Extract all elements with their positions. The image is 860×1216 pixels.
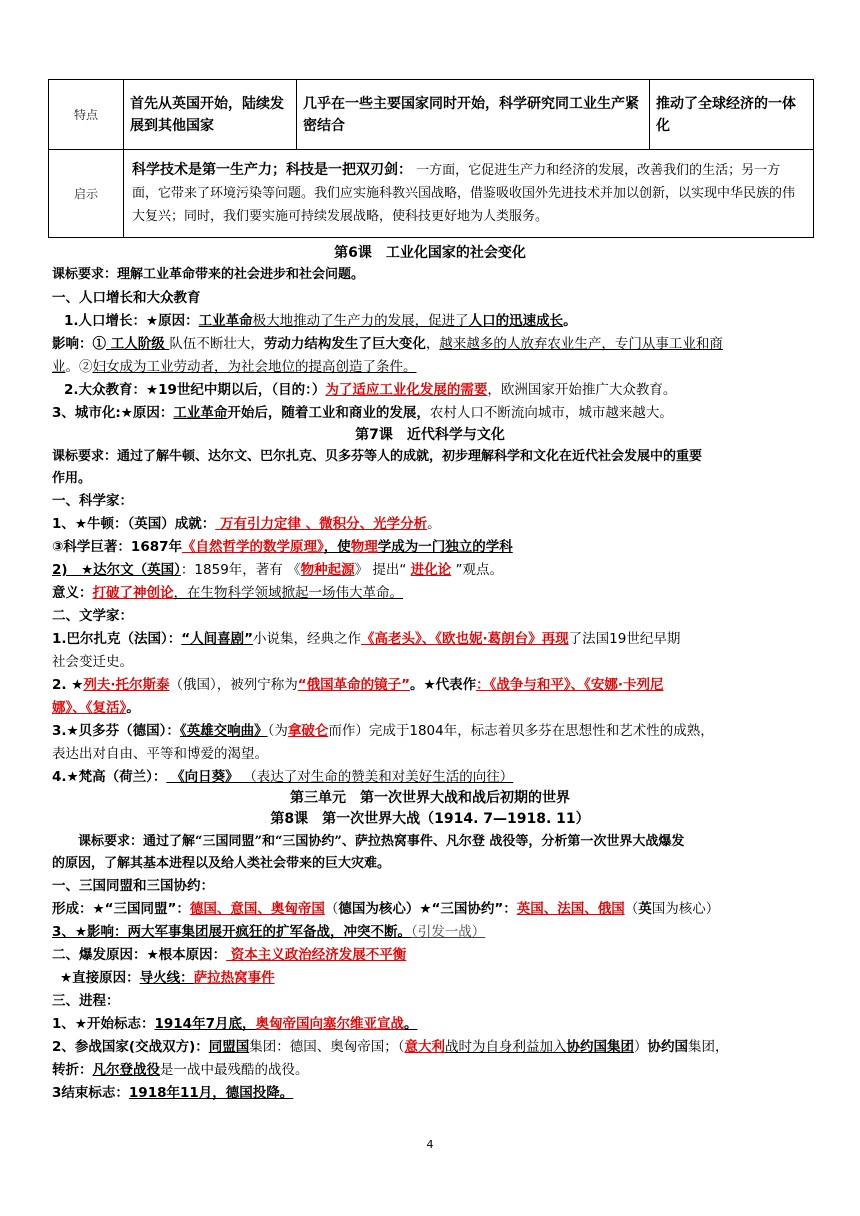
text-span: 业 [52,359,66,375]
text-span: 1、★牛顿：（英国）成就： [52,516,216,532]
lessons-text: 一方面，它促进生产力和经济的发展，改善我们的生活；另一方面，它带来了环境污染等问题。我们应实施科教兴国战略，借鉴吸收国外先进技术并加以创新，以实现中华民族的伟大复兴；同时，我们要实施可持续发展战略，使科技更好地为人类服务。 [132,163,796,224]
lesson8-heading3: 三、进程： [52,993,120,1009]
lesson7-requirement-1: 课标要求：通过了解牛顿、达尔文、巴尔扎克、贝多芬等人的成就，初步理解科学和文化在近代社会发展中的重要 [52,449,703,464]
row-label-features: 特点 [49,80,124,150]
darwin-line [52,559,503,581]
text-span: 为了适应工业化发展的需要 [325,382,488,398]
text-span: 工人阶级 [106,336,170,352]
direct-cause-line [60,967,275,989]
text-span: 学成为一门独立的学科 [377,539,513,555]
unit3-title: 第三单元 第一次世界大战和战后初期的世界 [290,790,570,806]
text-span: 越来越多的人放弃农业生产，专门从事工业和商 [439,336,723,352]
text-span: 农村人口不断流向城市，城市越来越大。 [429,405,673,421]
text-span: 劳动力结构发生了巨大变化 [263,336,426,352]
text-span: 奥匈帝国向塞尔维亚宣战 [255,1016,404,1032]
lesson6-line3 [52,356,417,378]
darwin-meaning-line [52,582,403,604]
lesson6-line4 [64,379,676,401]
text-span: 转折： [52,1062,93,1078]
text-span: 资本主义政治经济发展不平衡 [226,947,407,963]
text-span: 》 提出“ [354,562,411,578]
text-span: ”观点。 [451,562,503,578]
text-span: ，欧洲国家开始推广大众教育。 [487,382,677,398]
text-span: 。 [563,313,577,329]
text-span: ：1859年，著有 《 [180,562,301,578]
start-line [52,1013,417,1035]
text-span: 4.★梵高（荷兰）： [52,769,167,785]
lesson6-line2 [52,333,723,355]
text-span: 而作）完成于1804年，标志着贝多芬在思想性和艺术性的成熟， [328,723,714,739]
text-span: 协约国集团 [566,1039,634,1055]
lesson7-requirement-2: 作用。 [52,471,92,486]
text-span: ） [633,1039,648,1055]
text-span: （为 [267,723,288,739]
text-span: 影响：① [52,336,106,352]
text-span: 1918年11月，德国投降。 [128,1085,294,1101]
lesson8-requirement-2: 的原因，了解其基本进程以及给人类社会带来的巨大灾难。 [52,856,391,871]
text-span: “俄国革命的镜子” [297,677,410,693]
text-span: 极大地推动了生产力的发展，促进了 [252,313,469,329]
lesson7-heading1: 一、科学家： [52,493,133,509]
text-span: 《高老头》、《欧也妮·葛朗台》再现 [361,631,569,647]
text-span: 1.人口增长：★原因： [64,313,199,329]
tolstoy-line [52,674,663,696]
text-span: 工业革命 [173,405,228,421]
lesson8-title: 第8课 第一次世界大战（1914. 7—1918. 11） [270,811,590,827]
text-span: 3.★贝多芬（德国）： [52,723,180,739]
table-row-features [49,80,814,150]
text-span: “人间喜剧” [181,631,254,647]
principia-line [52,536,513,558]
alliances-line [52,898,719,920]
belligerents-line [52,1036,728,1058]
text-span: 同盟国 [208,1039,250,1055]
text-span: 成为工业劳动者，为社会地位的提高创造了条件。 [119,359,417,375]
text-span: 了法国19世纪早期 [568,631,681,647]
lesson8-heading2 [52,944,406,966]
text-span: 列夫·托尔斯泰 [83,677,170,693]
text-span: 物理 [350,539,378,555]
end-line [52,1082,293,1104]
lesson6-title: 第6课 工业化国家的社会变化 [334,245,526,261]
text-span: ，使 [323,539,351,555]
text-span: 凡尔登战役 [92,1062,160,1078]
text-span: 集团， [687,1039,729,1055]
lesson7-heading2: 二、文学家： [52,608,133,624]
text-span: 娜》、《复活》 [52,700,127,716]
beethoven-line [52,720,714,742]
text-span: 人口的迅速成长 [468,313,564,329]
text-span: ：《战争与和平》、《安娜·卡列尼 [476,677,664,693]
text-span: 2. ★ [52,677,84,693]
text-span: 是一战中最残酷的战役。 [160,1062,309,1078]
text-span: 德国、意国、奥匈帝国 [189,901,325,917]
tolstoy-line-2 [52,697,140,719]
lesson6-line5 [52,402,673,424]
text-span: 意大利 [404,1039,445,1055]
text-span: 为核心）★“三国协约”： [365,901,517,917]
text-span: 国为核心） [651,901,720,917]
text-span: 3、城市化:★原因： [52,405,174,421]
summary-table [48,79,814,238]
text-span: 。② [65,359,93,375]
lessons-bold: 科学技术是第一生产力；科技是一把双刃剑： [132,162,412,178]
text-span: 萨拉热窝事件 [193,970,275,986]
text-span: 。 [403,1016,418,1032]
text-span: 2、参战国家(交战双方)： [52,1039,209,1055]
text-span: 1、★开始标志： [52,1016,155,1032]
text-span: ③科学巨著：1687年 [52,539,183,555]
alliances-impact-line [52,921,485,943]
text-span: （ [624,901,639,917]
balzac-line [52,628,680,650]
text-span: 打破了神创论 [92,585,174,601]
text-span: ，在生物科学领域掀起一场伟大革命。 [173,585,403,601]
cell-features-3: 推动了全球经济的一体化 [650,80,814,150]
text-span: 《向日葵》 [166,769,244,785]
text-span: 队伍不断壮大， [169,336,264,352]
cell-lessons [124,150,814,238]
text-span: 形成：★“三国同盟”： [52,901,190,917]
text-span: 。 [126,700,140,716]
text-span: 战时为自身利益加入 [444,1039,567,1055]
table-row-lessons [49,150,814,238]
van-gogh-line [52,766,513,788]
text-span: （表达了对生命的赞美和对美好生活的向往） [243,769,514,785]
text-span: 二、爆发原因：★根本原因： [52,947,227,963]
text-span: ， [425,336,440,352]
text-span: 小说集，经典之作 [253,631,362,647]
text-span: 万有引力定律 、微积分、光学分析 [215,516,428,532]
newton-line [52,513,441,535]
lesson6-requirement: 课标要求：理解工业革命带来的社会进步和社会问题。 [52,267,365,282]
lesson7-title: 第7课 近代科学与文化 [355,427,505,443]
text-span: 英 [638,901,652,917]
text-span: 物种起源 [300,562,355,578]
text-span: 协约国 [647,1039,688,1055]
text-span: 《自然哲学的数学原理》 [182,539,324,555]
turning-point-line [52,1059,309,1081]
lesson6-line1 [64,310,577,332]
text-span: （引发一战） [411,924,486,940]
text-span: 。 [427,516,441,532]
page-number: 4 [426,1138,434,1151]
lesson8-heading1: 一、三国同盟和三国协约： [52,878,214,894]
text-span: 1.巴尔扎克（法国）： [52,631,182,647]
text-span: 。★代表作 [409,677,477,693]
text-span: 英国、法国、俄国 [516,901,625,917]
text-span: 德国 [338,901,366,917]
text-span: 《英雄交响曲》 [179,723,268,739]
text-span: ★直接原因： [60,970,140,986]
text-span: （俄国），被列宁称为 [169,677,298,693]
text-span: 拿破仑 [287,723,329,739]
text-span: （ [324,901,339,917]
text-span: 意义： [52,585,93,601]
text-span: 开始后，随着工业和商业的发展， [227,405,430,421]
lesson6-heading1: 一、人口增长和大众教育 [52,290,201,306]
text-span: 2.大众教育：★19世纪中期以后，（目的：） [64,382,326,398]
beethoven-line-2: 表达出对自由、平等和博爱的渴望。 [52,746,268,762]
text-span: 妇女 [92,359,120,375]
text-span: 工业革命 [198,313,253,329]
text-span: 导火线： [139,970,194,986]
text-span: 2) ★达尔文（英国） [52,562,181,578]
text-span: 集团：德国、奥匈帝国；（ [249,1039,405,1055]
balzac-line-2: 社会变迁史。 [52,654,133,670]
lesson8-requirement-1: 课标要求：通过了解“三国同盟”和“三国协约”、萨拉热窝事件、凡尔登 战役等，分析第一次世界大战爆发 [78,834,685,849]
text-span: 3结束标志： [52,1085,129,1101]
cell-features-2: 几乎在一些主要国家同时开始，科学研究同工业生产紧密结合 [297,80,650,150]
cell-features-1: 首先从英国开始，陆续发展到其他国家 [124,80,297,150]
row-label-lessons: 启示 [49,150,124,238]
text-span: 3、★影响：两大军事集团展开疯狂的扩军备战，冲突不断。 [52,924,411,940]
text-span: 进化论 [410,562,452,578]
text-span: 1914年7月底， [154,1016,256,1032]
